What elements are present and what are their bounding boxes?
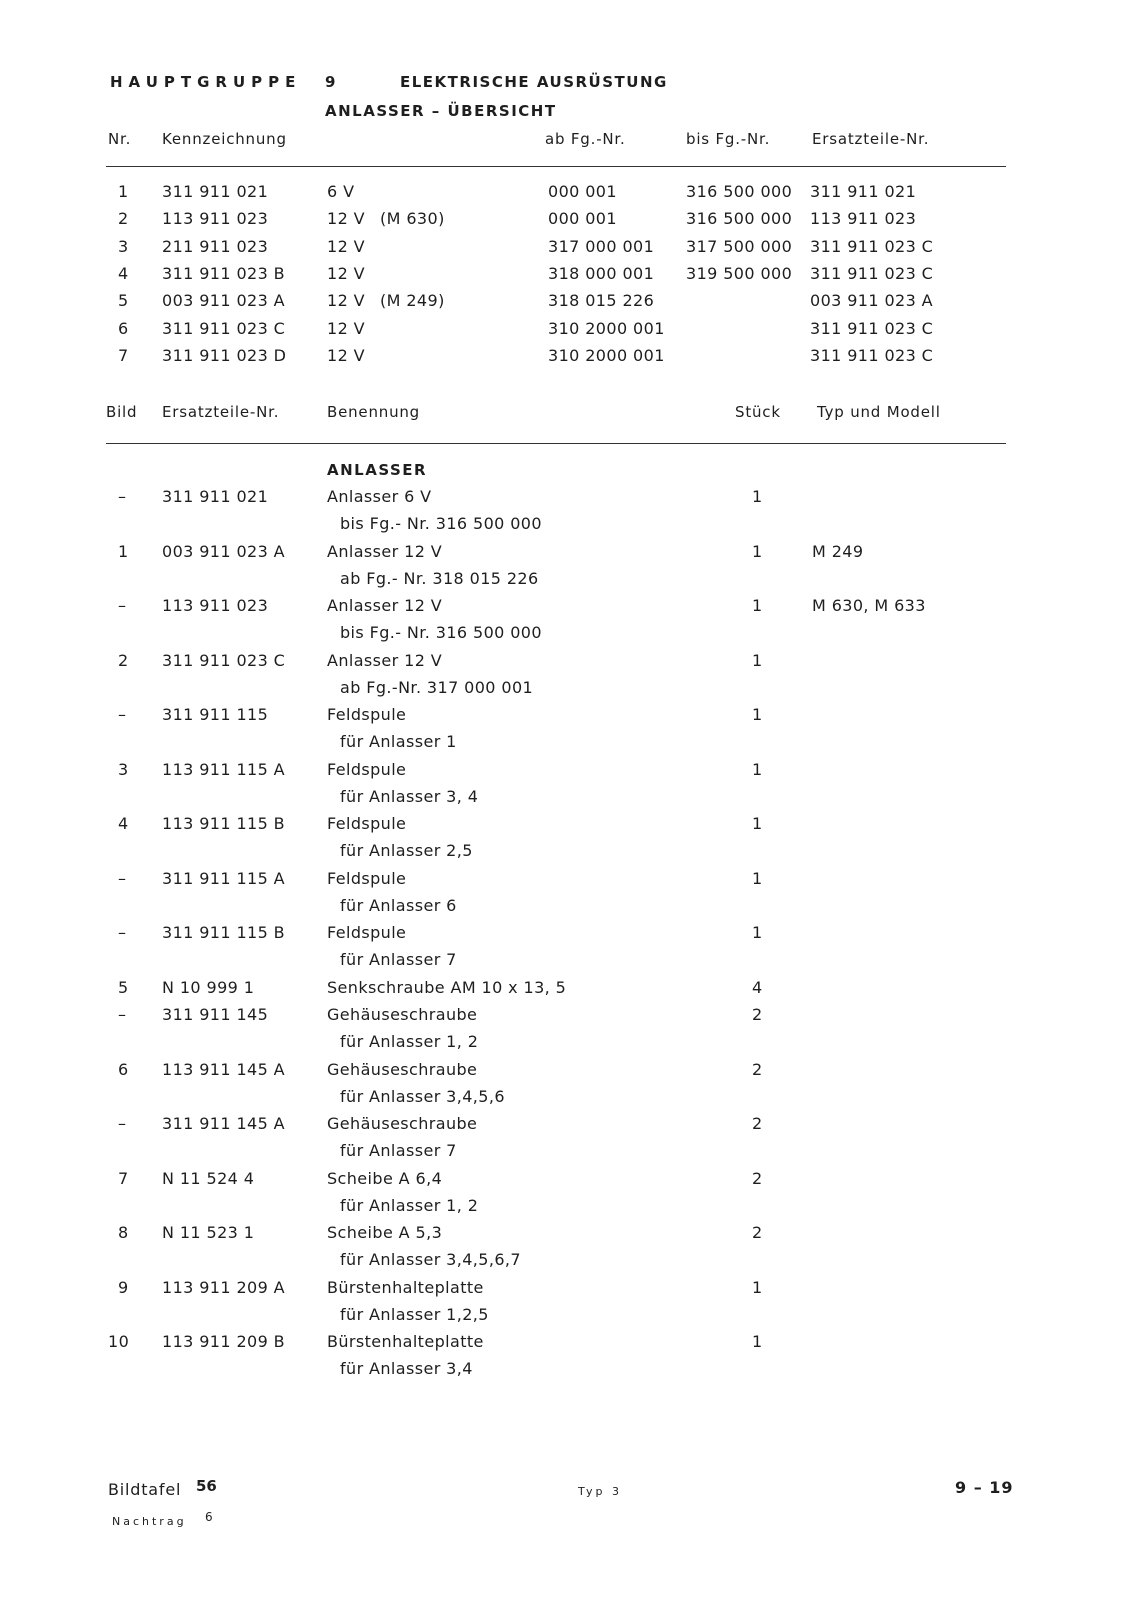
parts-row-benennung-detail: ab Fg.- Nr. 318 015 226 — [340, 568, 539, 588]
overview-row-voltage: 12 V — [327, 291, 365, 311]
parts-row-bild: 5 — [118, 977, 129, 997]
main-group-number: 9 — [325, 73, 337, 91]
parts-row-benennung: Anlasser 12 V — [327, 596, 443, 615]
overview-row-nr: 2 — [118, 209, 129, 229]
parts-row-bild: 3 — [118, 759, 129, 779]
parts-row-benennung: Scheibe A 6,4 — [327, 1168, 443, 1188]
parts-row-benennung-detail: für Anlasser 3, 4 — [340, 786, 479, 806]
parts-row-benennung: Anlasser 12 V — [327, 541, 443, 561]
parts-row-stueck: 1 — [752, 759, 763, 779]
overview-row-kennzeichnung: 211 911 023 — [162, 236, 269, 256]
parts-row-bild: 6 — [118, 1059, 129, 1079]
parts-row-benennung-detail: für Anlasser 1 — [340, 732, 457, 751]
main-group-label: HAUPTGRUPPE — [110, 73, 302, 91]
parts-col-stueck: Stück — [735, 403, 781, 421]
overview-row-nr: 4 — [118, 263, 129, 283]
overview-row-ab: 310 2000 001 — [548, 318, 665, 338]
overview-col-ab: ab Fg.-Nr. — [545, 130, 626, 148]
parts-col-typ: Typ und Modell — [817, 403, 941, 421]
parts-row-ersatz: 113 911 209 B — [162, 1332, 286, 1351]
parts-row-benennung-detail: für Anlasser 1, 2 — [340, 1032, 479, 1051]
main-group-title: ELEKTRISCHE AUSRÜSTUNG — [400, 73, 668, 91]
parts-row-benennung: Feldspule — [327, 759, 407, 779]
parts-row-benennung: Bürstenhalteplatte — [327, 1277, 484, 1297]
overview-row-ab: 000 001 — [548, 182, 617, 201]
parts-row-stueck: 1 — [752, 650, 763, 670]
parts-row-benennung-detail: für Anlasser 3,4,5,6,7 — [340, 1250, 521, 1269]
parts-row-ersatz: 311 911 021 — [162, 487, 269, 506]
parts-header-rule — [106, 443, 1006, 444]
parts-row-benennung: Gehäuseschraube — [327, 1005, 478, 1024]
parts-row-benennung-detail: für Anlasser 2,5 — [340, 841, 473, 860]
parts-row-benennung-detail: für Anlasser 7 — [340, 1141, 457, 1160]
parts-row-ersatz: 113 911 145 A — [162, 1059, 286, 1079]
parts-row-typ: M 249 — [812, 541, 864, 561]
overview-row-ab: 000 001 — [548, 209, 617, 229]
overview-row-nr: 6 — [118, 318, 129, 338]
overview-row-model: (M 630) — [380, 209, 445, 229]
parts-row-ersatz: 311 911 115 — [162, 705, 269, 724]
overview-row-ersatz: 311 911 023 C — [810, 263, 934, 283]
parts-row-bild: – — [118, 923, 127, 942]
parts-row-bild: – — [118, 1005, 127, 1024]
parts-row-benennung-detail: für Anlasser 1, 2 — [340, 1195, 479, 1215]
overview-row-kennzeichnung: 311 911 023 D — [162, 345, 287, 365]
overview-row-ersatz: 113 911 023 — [810, 209, 917, 229]
parts-row-stueck: 1 — [752, 705, 763, 724]
page-subtitle: ANLASSER – ÜBERSICHT — [325, 102, 557, 120]
parts-row-bild: – — [118, 705, 127, 724]
overview-row-voltage: 12 V — [327, 318, 365, 338]
parts-row-ersatz: 311 911 115 B — [162, 923, 286, 942]
parts-row-typ: M 630, M 633 — [812, 596, 926, 615]
parts-row-benennung: Gehäuseschraube — [327, 1114, 478, 1133]
parts-row-bild: – — [118, 487, 127, 506]
overview-row-voltage: 12 V — [327, 263, 365, 283]
parts-row-bild: – — [118, 868, 127, 888]
overview-row-ersatz: 003 911 023 A — [810, 291, 934, 311]
overview-row-ersatz: 311 911 023 C — [810, 345, 934, 365]
parts-row-benennung: Gehäuseschraube — [327, 1059, 478, 1079]
parts-row-bild: 7 — [118, 1168, 129, 1188]
footer-page-number: 9 – 19 — [955, 1478, 1014, 1497]
parts-row-ersatz: 311 911 115 A — [162, 868, 286, 888]
overview-row-ab: 318 015 226 — [548, 291, 655, 311]
parts-row-bild: 2 — [118, 650, 129, 670]
parts-row-stueck: 1 — [752, 596, 763, 615]
parts-row-ersatz: 113 911 209 A — [162, 1277, 286, 1297]
parts-row-stueck: 1 — [752, 541, 763, 561]
overview-row-nr: 7 — [118, 345, 129, 365]
footer-nachtrag-label: Nachtrag — [112, 1515, 187, 1528]
overview-row-kennzeichnung: 113 911 023 — [162, 209, 269, 229]
overview-row-kennzeichnung: 003 911 023 A — [162, 291, 286, 311]
overview-row-voltage: 12 V — [327, 209, 365, 229]
overview-row-model: (M 249) — [380, 291, 445, 311]
parts-row-benennung-detail: für Anlasser 3,4 — [340, 1359, 473, 1378]
parts-row-stueck: 1 — [752, 868, 763, 888]
parts-row-benennung-detail: ab Fg.-Nr. 317 000 001 — [340, 677, 534, 697]
overview-row-kennzeichnung: 311 911 023 B — [162, 263, 286, 283]
overview-col-kennzeichnung: Kennzeichnung — [162, 130, 287, 148]
parts-row-stueck: 1 — [752, 1277, 763, 1297]
parts-row-stueck: 2 — [752, 1168, 763, 1188]
parts-row-ersatz: 113 911 023 — [162, 596, 269, 615]
parts-col-bild: Bild — [106, 403, 138, 421]
overview-row-kennzeichnung: 311 911 021 — [162, 182, 269, 201]
parts-row-ersatz: N 10 999 1 — [162, 977, 255, 997]
parts-row-bild: 1 — [118, 541, 129, 561]
parts-row-stueck: 1 — [752, 814, 763, 833]
overview-row-ersatz: 311 911 021 — [810, 182, 917, 201]
overview-row-nr: 3 — [118, 236, 129, 256]
parts-row-bild: 4 — [118, 814, 129, 833]
overview-row-bis: 316 500 000 — [686, 182, 793, 201]
parts-row-stueck: 1 — [752, 1332, 763, 1351]
overview-header-rule — [106, 166, 1006, 167]
overview-row-ab: 318 000 001 — [548, 263, 655, 283]
footer-typ: Typ 3 — [578, 1485, 622, 1498]
overview-row-bis: 316 500 000 — [686, 209, 793, 229]
parts-row-bild: 10 — [108, 1332, 130, 1351]
parts-row-stueck: 2 — [752, 1114, 763, 1133]
parts-section-title: ANLASSER — [327, 461, 428, 479]
parts-row-benennung-detail: für Anlasser 1,2,5 — [340, 1304, 489, 1324]
parts-row-bild: – — [118, 1114, 127, 1133]
parts-row-benennung: Senkschraube AM 10 x 13, 5 — [327, 977, 567, 997]
footer-bildtafel-number: 56 — [196, 1477, 217, 1495]
parts-row-benennung: Feldspule — [327, 923, 407, 942]
parts-row-ersatz: 003 911 023 A — [162, 541, 286, 561]
overview-row-bis: 317 500 000 — [686, 236, 793, 256]
parts-row-bild: 9 — [118, 1277, 129, 1297]
parts-row-ersatz: 311 911 145 — [162, 1005, 269, 1024]
parts-row-benennung: Feldspule — [327, 705, 407, 724]
overview-row-voltage: 6 V — [327, 182, 355, 201]
parts-row-stueck: 2 — [752, 1223, 763, 1242]
parts-row-stueck: 1 — [752, 923, 763, 942]
overview-col-bis: bis Fg.-Nr. — [686, 130, 771, 148]
parts-row-ersatz: N 11 523 1 — [162, 1223, 255, 1242]
footer-nachtrag-number: 6 — [205, 1510, 213, 1524]
parts-col-benennung: Benennung — [327, 403, 421, 421]
parts-col-ersatz: Ersatzteile-Nr. — [162, 403, 280, 421]
parts-row-benennung: Feldspule — [327, 814, 407, 833]
parts-row-stueck: 1 — [752, 487, 763, 506]
parts-row-bild: 8 — [118, 1223, 129, 1242]
overview-row-kennzeichnung: 311 911 023 C — [162, 318, 286, 338]
parts-row-benennung: Bürstenhalteplatte — [327, 1332, 484, 1351]
parts-row-ersatz: N 11 524 4 — [162, 1168, 255, 1188]
parts-row-benennung: Anlasser 6 V — [327, 487, 432, 506]
overview-col-ersatz: Ersatzteile-Nr. — [812, 130, 930, 148]
overview-row-ab: 317 000 001 — [548, 236, 655, 256]
parts-row-ersatz: 113 911 115 A — [162, 759, 286, 779]
footer-bildtafel-label: Bildtafel — [108, 1480, 182, 1499]
parts-row-stueck: 4 — [752, 977, 763, 997]
overview-row-ersatz: 311 911 023 C — [810, 236, 934, 256]
overview-row-voltage: 12 V — [327, 345, 365, 365]
parts-row-benennung: Feldspule — [327, 868, 407, 888]
parts-row-ersatz: 311 911 023 C — [162, 650, 286, 670]
parts-row-benennung-detail: für Anlasser 7 — [340, 950, 457, 969]
parts-row-benennung-detail: für Anlasser 3,4,5,6 — [340, 1086, 505, 1106]
parts-row-bild: – — [118, 596, 127, 615]
overview-col-nr: Nr. — [108, 130, 132, 148]
parts-row-benennung-detail: bis Fg.- Nr. 316 500 000 — [340, 623, 542, 642]
overview-row-voltage: 12 V — [327, 236, 365, 256]
overview-row-nr: 5 — [118, 291, 129, 311]
overview-row-ab: 310 2000 001 — [548, 345, 665, 365]
parts-row-ersatz: 113 911 115 B — [162, 814, 286, 833]
parts-row-stueck: 2 — [752, 1059, 763, 1079]
parts-row-benennung-detail: bis Fg.- Nr. 316 500 000 — [340, 514, 542, 533]
parts-row-ersatz: 311 911 145 A — [162, 1114, 286, 1133]
overview-row-ersatz: 311 911 023 C — [810, 318, 934, 338]
overview-row-bis: 319 500 000 — [686, 263, 793, 283]
parts-row-benennung: Scheibe A 5,3 — [327, 1223, 443, 1242]
parts-row-stueck: 2 — [752, 1005, 763, 1024]
parts-row-benennung-detail: für Anlasser 6 — [340, 895, 457, 915]
parts-row-benennung: Anlasser 12 V — [327, 650, 443, 670]
overview-row-nr: 1 — [118, 182, 129, 201]
